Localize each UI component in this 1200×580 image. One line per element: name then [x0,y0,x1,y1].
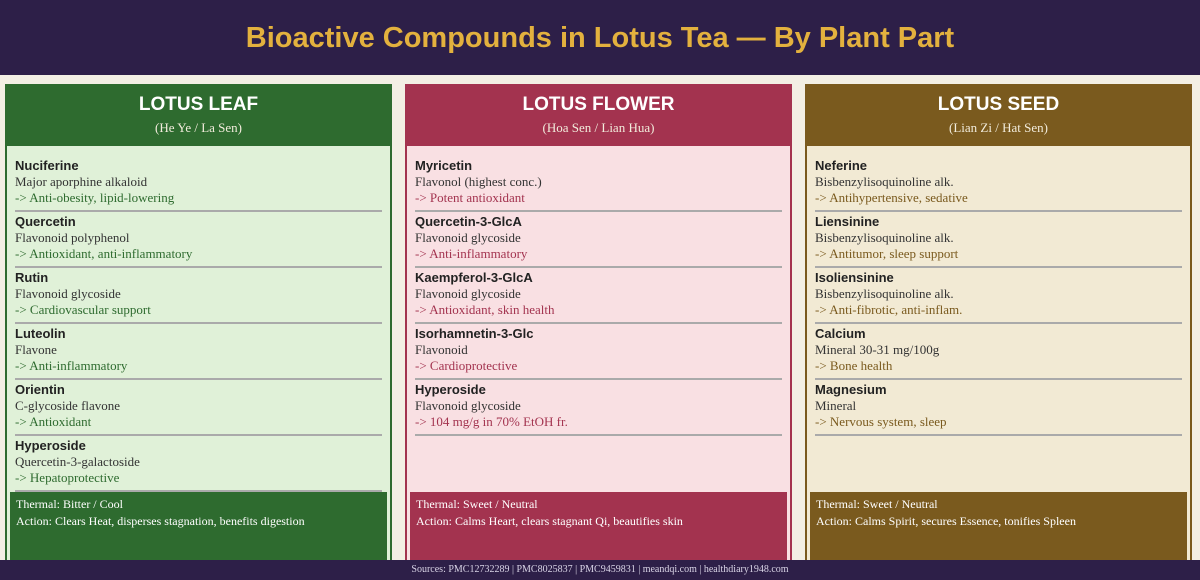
compound-item [415,158,782,212]
compound-benefit: -> Potent antioxidant [415,190,525,205]
compound-class: Mineral 30-31 mg/100g [815,342,940,357]
compound-item [15,270,382,324]
thermal-text: Thermal: Bitter / Cool [16,497,123,511]
compound-name: Hyperoside [415,382,486,397]
compound-class: Bisbenzylisoquinoline alk. [815,174,954,189]
compound-benefit: -> Antitumor, sleep support [815,246,959,261]
compound-list [15,156,382,494]
compound-name: Orientin [15,382,65,397]
compound-item [15,326,382,380]
compound-benefit: -> Antioxidant, anti-inflammatory [15,246,193,261]
compound-benefit: -> Antihypertensive, sedative [815,190,968,205]
compound-item [415,270,782,324]
panel-title: LOTUS SEED [937,94,1060,115]
compound-benefit: -> Anti-inflammatory [15,358,128,373]
compound-name: Neferine [815,158,868,173]
compound-benefit: -> Hepatoprotective [15,470,120,485]
compound-class: Flavonoid [415,342,468,357]
compound-benefit: -> Antioxidant [15,414,92,429]
compound-item [815,270,1182,324]
page-title: Bioactive Compounds in Lotus Tea — By Plant Part [245,22,955,54]
action-text: Action: Calms Heart, clears stagnant Qi, beautifies skin [416,514,683,528]
compound-benefit: -> Antioxidant, skin health [415,302,555,317]
tcm-properties-box [10,492,387,564]
compound-name: Liensinine [815,214,880,229]
compound-benefit: -> Anti-fibrotic, anti-inflam. [815,302,963,317]
compound-name: Rutin [15,270,49,285]
panel-lotus-seed [805,84,1192,564]
compound-benefit: -> Cardiovascular support [15,302,151,317]
compound-benefit: -> 104 mg/g in 70% EtOH fr. [415,414,568,429]
compound-benefit: -> Anti-obesity, lipid-lowering [15,190,175,205]
panel-lotus-leaf [5,84,392,564]
panel-subtitle: (Lian Zi / Hat Sen) [949,120,1048,135]
action-text: Action: Clears Heat, disperses stagnation, benefits digestion [16,514,305,528]
compound-class: C-glycoside flavone [15,398,121,413]
compound-item [415,214,782,268]
compound-benefit: -> Nervous system, sleep [815,414,947,429]
compound-class: Flavonoid glycoside [15,286,121,301]
panel-header [407,86,790,146]
compound-class: Bisbenzylisoquinoline alk. [815,286,954,301]
compound-class: Quercetin-3-galactoside [15,454,140,469]
compound-class: Flavone [15,342,57,357]
compound-item [815,382,1182,436]
compound-item [415,382,782,436]
compound-item [15,382,382,436]
compound-name: Myricetin [415,158,473,173]
compound-name: Luteolin [15,326,66,341]
compound-list [815,156,1182,438]
action-text: Action: Calms Spirit, secures Essence, tonifies Spleen [816,514,1076,528]
compound-benefit: -> Bone health [815,358,893,373]
panel-subtitle: (He Ye / La Sen) [154,120,242,135]
compound-class: Major aporphine alkaloid [15,174,148,189]
sources-footer: Sources: PMC12732289 | PMC8025837 | PMC9459831 | meandqi.com | healthdiary1948.com [0,560,1200,580]
compound-item [15,214,382,268]
compound-class: Flavonoid glycoside [415,286,521,301]
compound-benefit: -> Cardioprotective [415,358,518,373]
compound-item [15,158,382,212]
compound-item [815,214,1182,268]
compound-class: Bisbenzylisoquinoline alk. [815,230,954,245]
tcm-properties-box [810,492,1187,564]
panel-title: LOTUS LEAF [138,94,259,115]
compound-class: Flavonoid glycoside [415,398,521,413]
compound-item [15,438,382,492]
compound-name: Nuciferine [15,158,79,173]
panel-title: LOTUS FLOWER [522,94,675,115]
thermal-text: Thermal: Sweet / Neutral [816,497,938,511]
compound-name: Hyperoside [15,438,86,453]
panel-header [7,86,390,146]
compound-name: Calcium [815,326,866,341]
compound-class: Flavonoid glycoside [415,230,521,245]
compound-name: Quercetin-3-GlcA [415,214,522,229]
compound-benefit: -> Anti-inflammatory [415,246,528,261]
compound-class: Mineral [815,398,857,413]
tcm-properties-box [410,492,787,564]
compound-name: Kaempferol-3-GlcA [415,270,533,285]
compound-item [815,326,1182,380]
compound-name: Magnesium [815,382,887,397]
compound-name: Isoliensinine [815,270,894,285]
panel-header [807,86,1190,146]
compound-item [815,158,1182,212]
panel-subtitle: (Hoa Sen / Lian Hua) [542,120,655,135]
compound-class: Flavonol (highest conc.) [415,174,542,189]
compound-name: Isorhamnetin-3-Glc [415,326,534,341]
compound-name: Quercetin [15,214,76,229]
compound-list [415,156,782,438]
thermal-text: Thermal: Sweet / Neutral [416,497,538,511]
compound-item [415,326,782,380]
compound-class: Flavonoid polyphenol [15,230,130,245]
panel-lotus-flower [405,84,792,564]
